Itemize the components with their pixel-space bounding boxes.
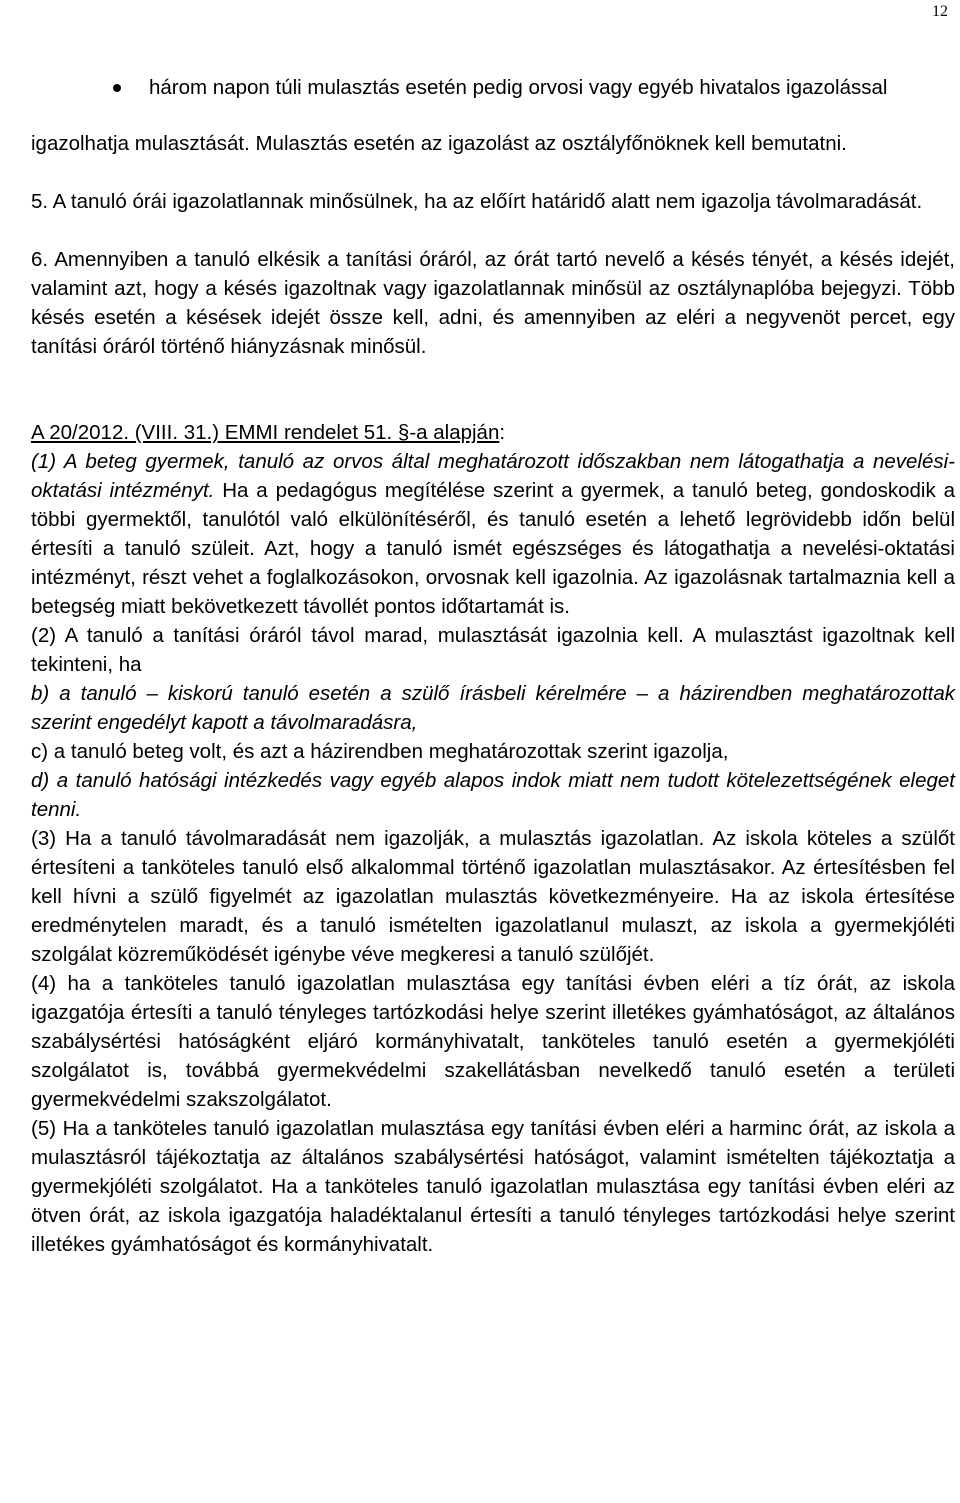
- legal-section-2-c: c) a tanuló beteg volt, és azt a házirendben meghatározottak szerint igazolja,: [31, 740, 729, 763]
- legal-reference-colon: :: [499, 421, 506, 444]
- list-item-text: három napon túli mulasztás esetén pedig orvosi vagy egyéb hivatalos igazolással: [149, 76, 888, 99]
- list-item: [31, 73, 955, 102]
- page-number: 12: [932, 3, 948, 20]
- legal-section-2: (2) A tanuló a tanítási óráról távol marad, mulasztását igazolnia kell. A mulasztást igazoltnak kell tekinteni, ha: [31, 624, 955, 676]
- paragraph-point-5: 5. A tanuló órái igazolatlannak minősülnek, ha az előírt határidő alatt nem igazolja távolmaradását.: [31, 190, 923, 213]
- paragraph-justification: igazolhatja mulasztását. Mulasztás esetén az igazolást az osztályfőnöknek kell bemutatni.: [31, 132, 847, 155]
- legal-section-4: (4) ha a tanköteles tanuló igazolatlan mulasztása egy tanítási évben eléri a tíz órát, az iskola igazgatója értesíti a tanuló tényleges tartózkodási helye szerint illetékes gyámhatóságot, az általános szabálysértési hatóságként eljáró kormányhivatalt, tanköteles tanuló esetén a gyermekjóléti szolgálatot is, továbbá gyermekvédelmi szakellátásban nevelkedő tanuló esetén a területi gyermekvédelmi szakszolgálatot.: [31, 972, 955, 1111]
- paragraph-point-6: 6. Amennyiben a tanuló elkésik a tanítási óráról, az órát tartó nevelő a késés tényét, a késés idejét, valamint azt, hogy a késés igazoltnak vagy igazolatlannak minősül az osztálynaplóba bejegyzi. Több késés esetén a késések idejét össze kell, adni, és amennyiben az eléri a negyvenöt percet, egy tanítási óráról történő hiányzásnak minősül.: [31, 248, 955, 358]
- legal-section-5: (5) Ha a tanköteles tanuló igazolatlan mulasztása egy tanítási évben eléri a harminc órát, az iskola a mulasztásról tájékoztatja az általános szabálysértési hatóságot, valamint ismételten tájékoztatja a gyermekjóléti szolgálatot. Ha a tanköteles tanuló igazolatlan mulasztása egy tanítási évben eléri az ötven órát, az iskola igazgatója haladéktalanul értesíti a tanuló tényleges tartózkodási helye szerint illetékes gyámhatóságot és kormányhivatalt.: [31, 1117, 955, 1256]
- legal-section-1: [31, 447, 955, 621]
- legal-reference-link[interactable]: A 20/2012. (VIII. 31.) EMMI rendelet 51. §-a alapján: [31, 421, 500, 444]
- legal-section-3: (3) Ha a tanuló távolmaradását nem igazolják, a mulasztás igazolatlan. Az iskola köteles a szülőt értesíteni a tanköteles tanuló első alkalommal történő igazolatlan mulasztásakor. Az értesítésben fel kell hívni a szülő figyelmét az igazolatlan mulasztás következményeire. Ha az iskola értesítése eredménytelen maradt, és a tanuló ismételten igazolatlanul mulaszt, az iskola a gyermekjóléti szolgálat közreműködését igénybe véve megkeresi a tanuló szülőjét.: [31, 827, 955, 966]
- legal-section-1-text: Ha a pedagógus megítélése szerint a gyermek, a tanuló beteg, gondoskodik a többi gyermektől, tanulótól való elkülönítéséről, és tanuló esetén a lehető legrövidebb időn belül értesíti a tanuló szüleit. Azt, hogy a tanuló ismét egészséges és látogathatja a nevelési-oktatási intézményt, részt vehet a foglalkozásokon, orvosnak kell igazolnia. Az igazolásnak tartalmaznia kell a betegség miatt bekövetkezett távollét pontos időtartamát is.: [31, 479, 955, 618]
- legal-section-2-b: b) a tanuló – kiskorú tanuló esetén a szülő írásbeli kérelmére – a házirendben meghatározottak szerint engedélyt kapott a távolmaradásra,: [31, 682, 955, 734]
- bullet-list: [31, 73, 955, 102]
- legal-section-1-italic: (1) A beteg gyermek, tanuló az orvos által meghatározott időszakban nem látogathatja a nevelési-oktatási intézményt.: [31, 450, 955, 502]
- document-body: [31, 73, 955, 1259]
- bullet-icon: [113, 84, 121, 92]
- legal-reference: [31, 418, 955, 447]
- legal-section-2-d: d) a tanuló hatósági intézkedés vagy egyéb alapos indok miatt nem tudott kötelezettségének eleget tenni.: [31, 769, 955, 821]
